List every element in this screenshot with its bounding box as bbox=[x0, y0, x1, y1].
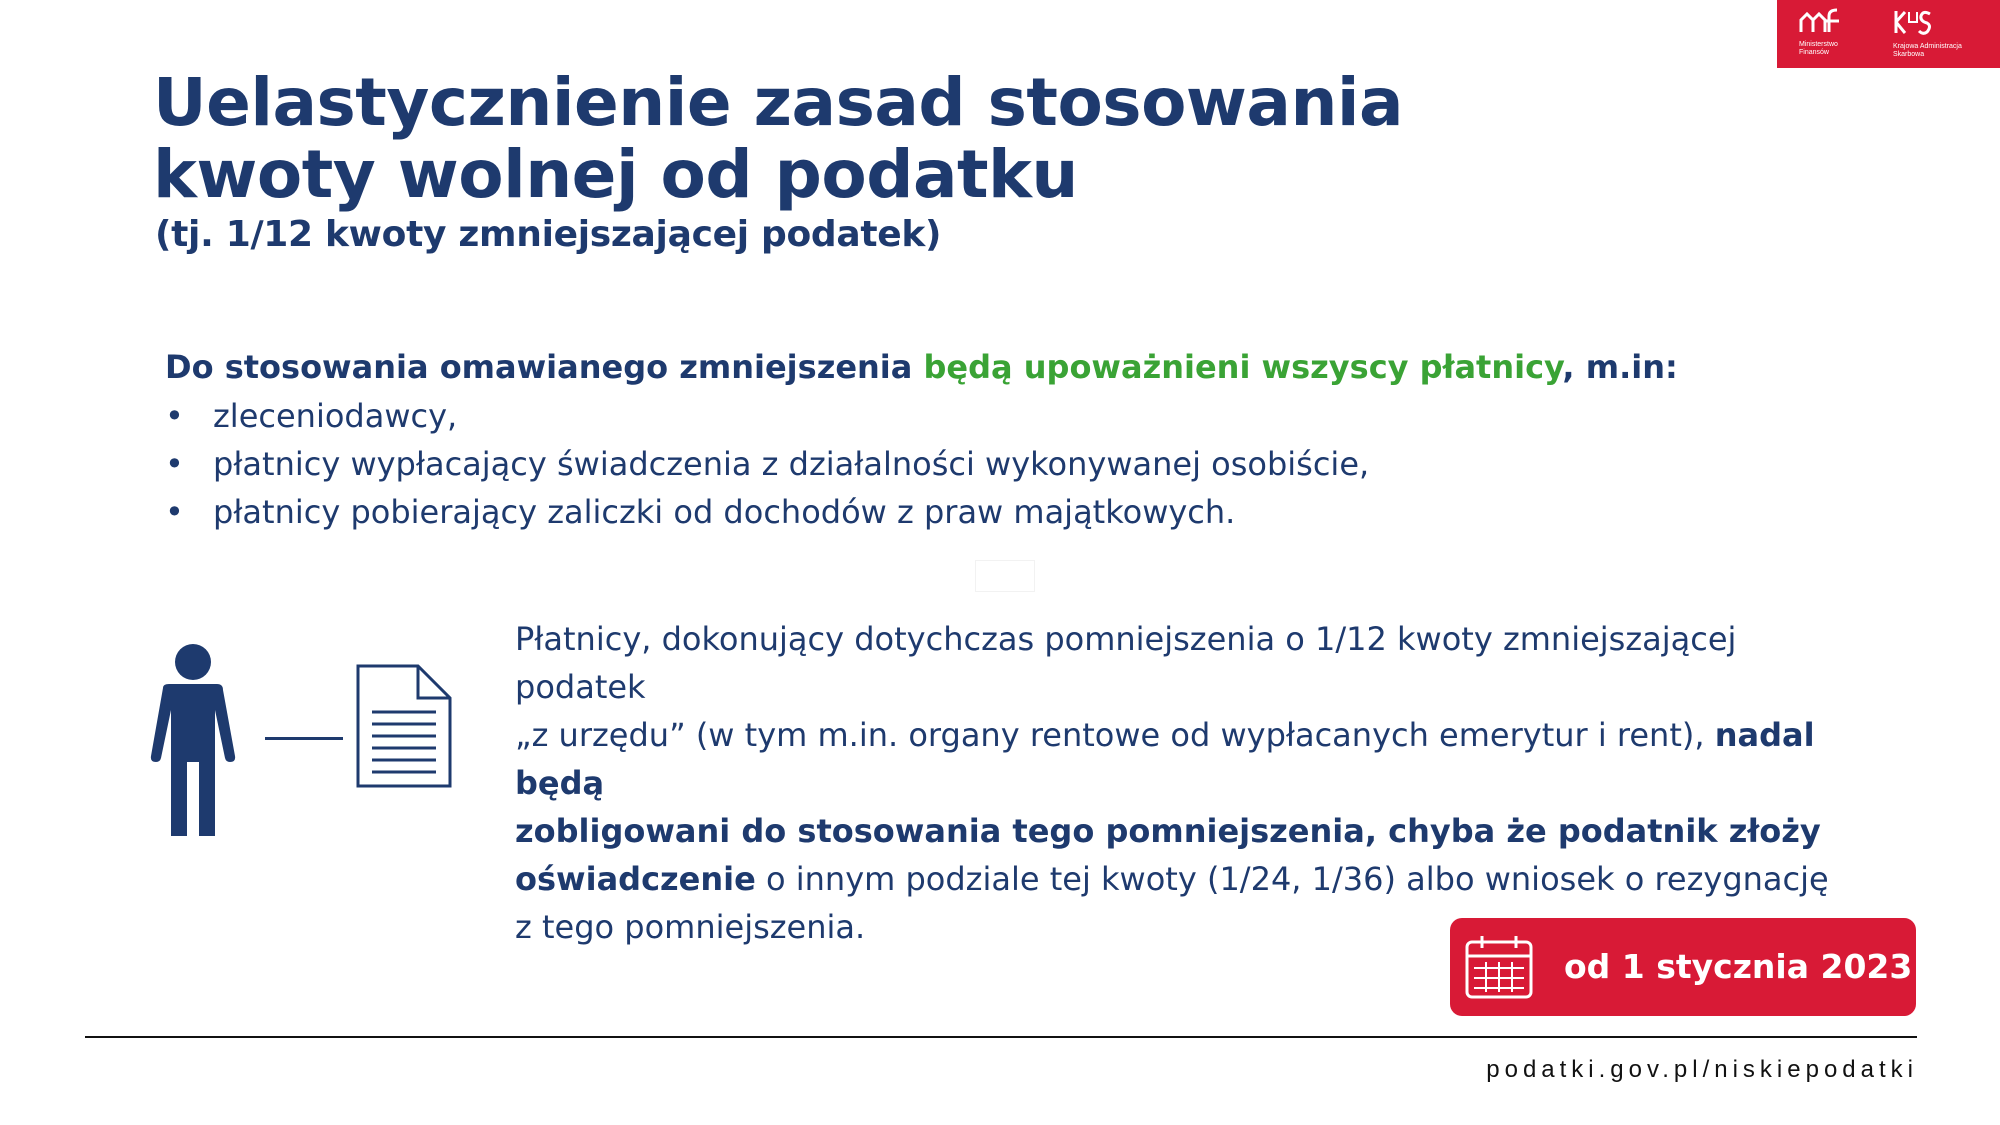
para-line-2-bold: nadal będą bbox=[515, 716, 1815, 802]
document-icon bbox=[356, 664, 452, 792]
para-line-3-bold: zobligowani do stosowania tego pomniejszenia, chyba że podatnik złoży bbox=[515, 812, 1821, 850]
para-line-5: z tego pomniejszenia. bbox=[515, 908, 866, 946]
effective-date-label: od 1 stycznia 2023 r. bbox=[1564, 947, 1948, 986]
kas-logo-icon bbox=[1893, 8, 1933, 36]
mf-label-2: Finansów bbox=[1799, 49, 1829, 56]
para-line-2: „z urzędu” (w tym m.in. organy rentowe od wypłacanych emerytur i rent), bbox=[515, 716, 1715, 754]
person-icon bbox=[145, 640, 241, 840]
payer-obligation-paragraph bbox=[515, 615, 1855, 951]
para-line-4-bold: oświadczenie bbox=[515, 860, 756, 898]
intro-highlight: będą upoważnieni wszyscy płatnicy bbox=[923, 348, 1563, 386]
list-item: • zleceniodawcy, bbox=[165, 392, 1369, 440]
para-line-1: Płatnicy, dokonujący dotychczas pomniejszenia o 1/12 kwoty zmniejszającej podatek bbox=[515, 620, 1737, 706]
kas-logo bbox=[1893, 8, 1993, 59]
mf-logo bbox=[1799, 8, 1879, 57]
page-title bbox=[153, 64, 1404, 213]
intro-part-3: , m.in: bbox=[1562, 348, 1678, 386]
list-item: • płatnicy wypłacający świadczenia z działalności wykonywanej osobiście, bbox=[165, 440, 1369, 488]
mf-logo-icon bbox=[1799, 8, 1843, 34]
title-line-1: Uelastycznienie zasad stosowania bbox=[153, 64, 1404, 141]
calendar-icon bbox=[1464, 934, 1534, 1000]
effective-date-badge bbox=[1450, 918, 1948, 1016]
payer-list bbox=[165, 392, 1369, 536]
para-line-4: o innym podziale tej kwoty (1/24, 1/36) albo wniosek o rezygnację bbox=[755, 860, 1829, 898]
mf-label-1: Ministerstwo bbox=[1799, 41, 1838, 48]
kas-label-2: Skarbowa bbox=[1893, 51, 1925, 58]
intro-text bbox=[165, 345, 1678, 389]
title-line-2: kwoty wolnej od podatku bbox=[153, 136, 1078, 213]
list-item: • płatnicy pobierający zaliczki od dochodów z praw majątkowych. bbox=[165, 488, 1369, 536]
page-subtitle: (tj. 1/12 kwoty zmniejszającej podatek) bbox=[155, 214, 942, 255]
footer-url: podatki.gov.pl/niskiepodatki bbox=[1486, 1056, 1918, 1083]
kas-label-1: Krajowa Administracja bbox=[1893, 43, 1962, 50]
connector-line bbox=[265, 737, 343, 740]
footer-divider bbox=[85, 1036, 1917, 1038]
intro-part-1: Do stosowania omawianego zmniejszenia bbox=[165, 348, 924, 386]
ministry-logo-banner bbox=[1777, 0, 2000, 68]
faint-placeholder bbox=[975, 560, 1035, 592]
